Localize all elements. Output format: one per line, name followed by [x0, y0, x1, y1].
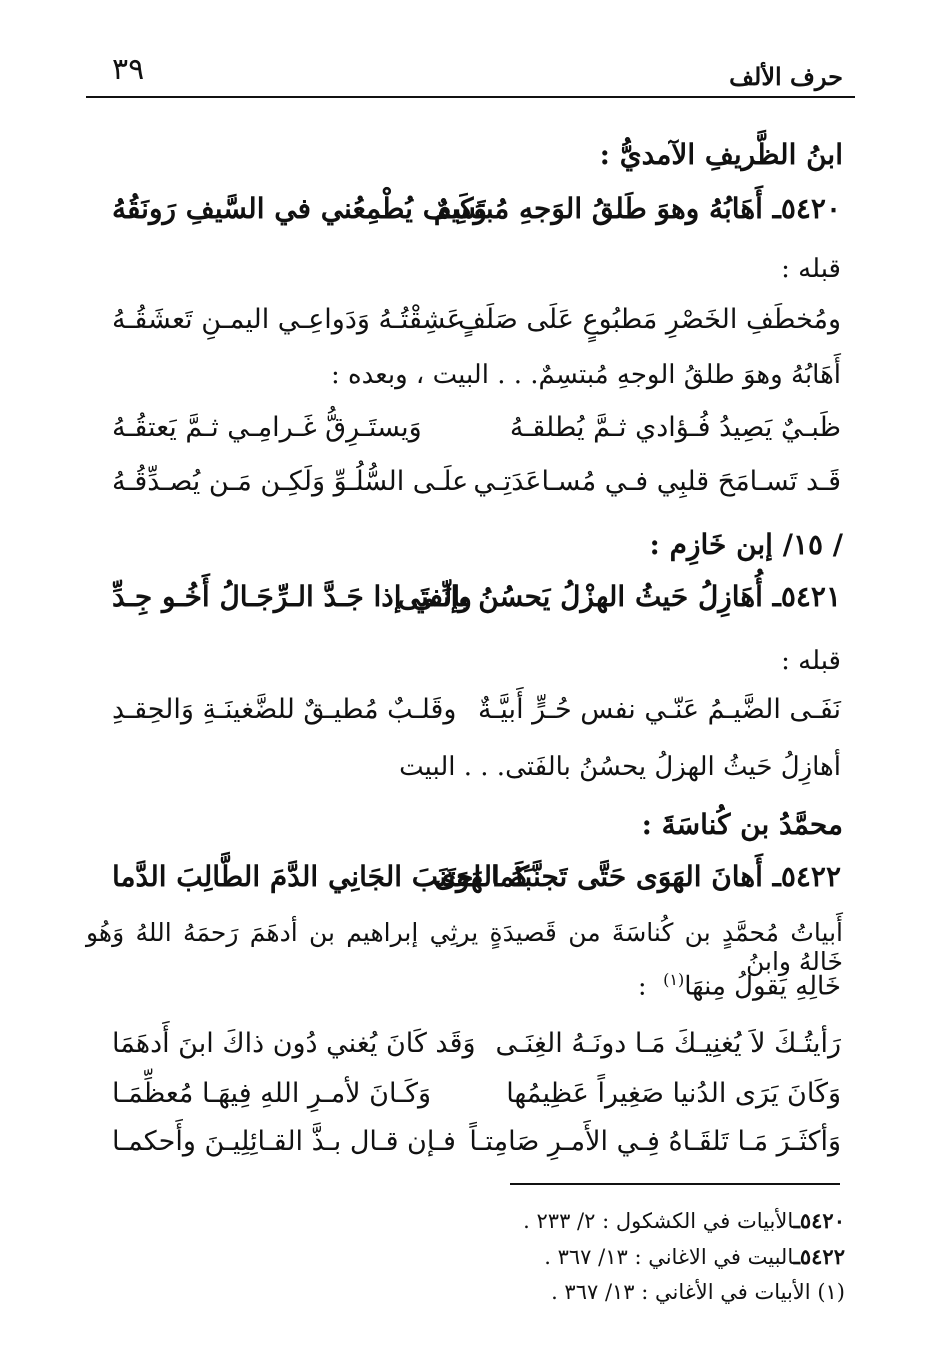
- hemistich-second: علَـى السُّلُـوِّ وَلَكِـن مَـن يُصـدِّقُـهُ: [112, 466, 469, 497]
- poet-name-2: / ١٥/ إبن خَازِم :: [649, 528, 843, 561]
- after-note: أهازِلُ حَيثُ الهزلُ يحسُنُ بالفَتى. . . البيت: [399, 752, 841, 782]
- poet-name-1: ابنُ الظَّريفِ الآمديُّ :: [599, 138, 843, 171]
- before-label: قبله :: [781, 254, 841, 284]
- verse-number: ٥٤٢٢ـ: [772, 860, 841, 893]
- verse-number: ٥٤٢٠ـ: [772, 192, 841, 225]
- header-rule: [86, 96, 855, 98]
- verse-5422-c: [112, 1126, 841, 1166]
- footnote-3: (١) الأبيات في الأغاني : ١٣/ ٣٦٧ .: [551, 1280, 845, 1304]
- hemistich-first: رَأيتُـكَ لاَ يُغنِيـكَ مَـا دونَـهُ الغِنَـى: [495, 1028, 841, 1059]
- after-verse-1: [112, 412, 841, 452]
- hemistich-first: نَفَـى الضَّيـمُ عَنّـي نفس حُـرٍّ أَبيَّـةٌ: [478, 694, 841, 725]
- hemistich-second: فـإن قـال بـذَّ القـائِلِيـنَ وأَحكمـا: [112, 1126, 456, 1157]
- chapter-title: حرف الألف: [729, 62, 843, 91]
- before-verse-5420: [112, 304, 841, 344]
- prose-line-2: خَالِهِ يَقولُ مِنهَا$^{(١)}$ :: [637, 970, 841, 1002]
- footnote-marker: (١): [663, 970, 685, 989]
- after-verse-2: [112, 466, 841, 506]
- hemistich-first: ٥٤٢٠ـ أَهَابُهُ وهوَ طَلقُ الوَجهِ مُبتَسِمٌ: [433, 192, 841, 225]
- hemistich-first: ٥٤٢٢ـ أَهانَ الهَوَى حَتَّى تَجنَّبَهُ الهَوَى: [434, 860, 841, 893]
- verse-5422-b: [112, 1078, 841, 1118]
- footnote-2: ٥٤٢٢ـالبيت في الاغاني : ١٣/ ٣٦٧ .: [544, 1244, 845, 1269]
- hemistich-second: وَكَيف يُطْمِعُني في السَّيفِ رَونَقُهُ: [112, 192, 487, 225]
- hemistich-first: ومُخطَفِ الخَصْرِ مَطبُوعٍ عَلَى صَلَفٍ: [457, 304, 841, 335]
- hemistich-first: قَـد تَسـامَحَ قلبِي فـي مُسـاعَدَتِـي: [473, 466, 841, 497]
- before-label: قبله :: [781, 646, 841, 676]
- hemistich-second: وَيستَـرِقُّ غَـرامِـي ثـمَّ يَعتقُـهُ: [112, 412, 422, 443]
- after-note: أَهَابُهُ وهوَ طلقُ الوجهِ مُبتسِمٌ. . . البيت ، وبعده :: [331, 360, 841, 390]
- hemistich-second: وإنِّـي إذا جَـدَّ الـرِّجَـالُ أَخُـو جِـدِّ: [112, 580, 472, 613]
- hemistich-first: ٥٤٢١ـ أُهَازِلُ حَيثُ الهزْلُ يَحسُنُ بالفتَى: [397, 580, 841, 613]
- footnote-1: ٥٤٢٠ـالأبيات في الكشكول : ٢/ ٢٣٣ .: [523, 1208, 845, 1233]
- hemistich-second: كَما اجتَنَبَ الجَانِي الدَّمَ الطَّالِبَ الدَّما: [112, 860, 530, 893]
- hemistich-second: وَقَد كَانَ يُغني دُون ذاكَ ابنَ أَدهَمَا: [112, 1028, 476, 1059]
- verse-5422-a: [112, 1028, 841, 1068]
- poet-name-3: محمَّدُ بن كُناسَةَ :: [641, 808, 843, 841]
- hemistich-first: ظَبـيٌ يَصِيدُ فُـؤادي ثـمَّ يُطلقـهُ: [509, 412, 841, 443]
- page-number: ٣٩: [112, 52, 145, 87]
- footnote-rule: [510, 1183, 840, 1185]
- hemistich-second: وَكَـانَ لأمـرِ اللهِ فِيهَـا مُعظِّمَـا: [112, 1078, 432, 1109]
- hemistich-first: وَكَانَ يَرَى الدُنيا صَغِيراً عَظِيمُها: [506, 1078, 841, 1109]
- hemistich-first: وَأكثَـرَ مَـا تَلقَـاهُ فِـي الأَمـرِ صَامِتـاً: [469, 1126, 841, 1157]
- before-verse-5421: [112, 694, 841, 734]
- hemistich-second: عَشِقْتُـهُ وَدَواعِـي اليمـنِ تَعشَقُـهُ: [112, 304, 463, 335]
- main-verse-5422: [112, 860, 841, 900]
- prose-line-1: أَبياتُ مُحمَّدٍ بن كُناسَةَ من قَصيدَةٍ يرثِي إبراهيم بن أدهَمَ رَحمَهُ اللهُ وَهُو خَالهُ وابنُ: [86, 918, 843, 976]
- verse-number: ٥٤٢١ـ: [772, 580, 841, 613]
- main-verse-5420: [112, 192, 841, 232]
- hemistich-second: وقَلـبٌ مُطيـقٌ للضَّغينَـةِ وَالحِقـدِ: [112, 694, 457, 725]
- main-verse-5421: [112, 580, 841, 620]
